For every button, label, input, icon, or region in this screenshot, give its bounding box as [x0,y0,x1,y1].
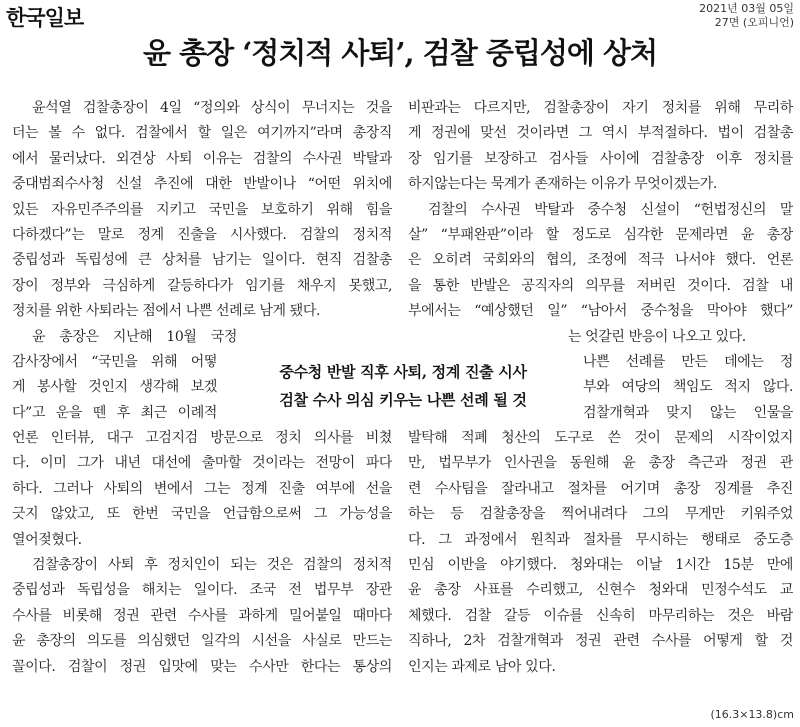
text-line: 있든 자유민주주의를 지키고 국민을 보호하기 위해 힘을 [12,201,392,218]
text-line: 는 엇갈린 반응이 나오고 있다. [568,328,746,345]
text-line: 긋지 않았고, 또 한번 국민을 언급함으로써 그 가능성을 [12,506,392,523]
text-line: 열어젖혔다. [12,531,82,548]
text-line: 꼴이다. 검찰이 정권 입맛에 맞는 수사만 한다는 통상의 [12,658,392,675]
article-size-note: (16.3×13.8)cm [710,708,794,721]
text-line: 다”고 운을 뗀 후 최근 이례적 [12,404,217,421]
text-line: 민심 이반을 야기했다. 청와대는 이날 1시간 15분 만에 [408,557,793,574]
text-line: 련 수사팀을 잘라내고 절차를 어기며 총장 징계를 추진 [408,480,793,497]
text-line: 장 임기를 보장하고 검사들 사이에 검찰총장 이후 정치를 [408,150,793,167]
text-line: 윤 총장은 지난해 10월 국정 [32,328,237,345]
pull-quote-line: 검찰 수사 의심 키우는 나쁜 선례 될 것 [279,391,527,409]
text-line: 살” “부패완판”이라 할 정도로 심각한 문제라면 윤 총장 [408,226,793,243]
masthead-logo: 한국일보 [6,6,84,30]
text-line: 인지는 과제로 남아 있다. [408,658,556,675]
text-line: 윤 총장의 의도를 의심했던 일각의 시선을 사실로 만드는 [12,633,392,650]
text-line: 감사장에서 “국민을 위해 어떻 [12,353,217,370]
text-line: 만, 법무부가 인사권을 동원해 윤 총장 측근과 정권 관 [408,455,793,472]
text-line: 중립성과 독립성을 해치는 일이다. 조국 전 법무부 장관 [12,582,392,599]
text-line: 장이 정부와 극심하게 갈등하다가 임기를 채우지 못했고, [12,277,392,294]
text-line: 에서 물러났다. 외견상 사퇴 이유는 검찰의 수사권 박탈과 [12,150,392,167]
text-line: 부에서는 “예상했던 일” “남아서 중수청을 막아야 했다” [408,303,793,320]
text-line: 하다. 그러나 사퇴의 변에서 그는 정계 진출 여부에 선을 [12,480,392,497]
text-line: 다. 이미 그가 내년 대선에 출마할 것이라는 전망이 파다 [12,455,392,472]
publication-date: 2021년 03월 05일 [699,2,794,15]
text-line: 윤 총장 사표를 수리했고, 신현수 청와대 민정수석도 교 [408,582,793,599]
text-line: 중대범죄수사청 신설 추진에 대한 반발이나 “어떤 위치에 [12,176,392,193]
text-line: 중립성과 독립성에 큰 상처를 남기는 일이다. 현직 검찰총 [12,252,392,269]
publication-info [699,2,794,30]
text-line: 은 오히려 국회와의 협의, 조정에 적극 나서야 했다. 언론 [408,252,793,269]
page-section: 27면 (오피니언) [714,16,794,29]
text-line: 윤석열 검찰총장이 4일 “정의와 상식이 무너지는 것을 [32,100,392,116]
text-line: 수사를 비롯해 정권 관련 수사를 과하게 밀어붙일 때마다 [12,607,392,624]
text-line: 하지않는다는 묵계가 존재하는 이유가 무엇이겠는가. [408,176,717,193]
text-line: 발탁해 적폐 청산의 도구로 쓴 것이 문제의 시작이었지 [408,430,793,447]
text-line: 을 통한 반발은 공직자의 의무를 저버린 것이다. 검찰 내 [408,277,793,294]
text-line: 정치를 위한 사퇴라는 점에서 나쁜 선례로 남게 됐다. [12,303,321,320]
text-line: 언론 인터뷰, 대구 고검지검 방문으로 정치 의사를 비쳤 [12,430,392,447]
article-headline: 윤 총장 ‘정치적 사퇴’, 검찰 중립성에 상처 [142,36,658,70]
text-line: 다. 그 과정에서 원칙과 절차를 무시하는 행태로 중도층 [408,531,793,548]
text-line: 부와 여당의 책임도 적지 않다. [583,379,793,396]
text-line: 게 봉사할 것인지 생각해 보겠 [12,379,217,396]
text-line: 하는 등 검찰총장을 찍어내려다 그의 무게만 키워주었 [408,506,793,523]
text-line: 게 정권에 맞선 것이라면 그 역시 부적절하다. 법이 검찰총 [408,125,793,142]
text-line: 직하나, 2차 검찰개혁과 정권 관련 수사를 어떻게 할 것 [408,633,793,650]
text-line: 더는 볼 수 없다. 검찰에서 할 일은 여기까지”라며 총장직 [12,125,392,142]
text-line: 검찰의 수사권 박탈과 중수청 신설이 “헌법정신의 말 [428,201,793,218]
text-line: 검찰개혁과 맞지 않는 인물을 [583,404,793,421]
text-line: 다하겠다”는 말로 정계 진출을 시사했다. 검찰의 정치적 [12,226,392,243]
text-line: 검찰총장이 사퇴 후 정치인이 되는 것은 검찰의 정치적 [32,557,392,574]
pull-quote [224,358,582,414]
text-line: 비판과는 다르지만, 검찰총장이 자기 정치를 위해 무리하 [408,100,793,116]
text-line: 나쁜 선례를 만든 데에는 정 [583,353,793,370]
pull-quote-line: 중수청 반발 직후 사퇴, 정계 진출 시사 [279,363,527,381]
text-line: 체했다. 검찰 갈등 이슈를 신속히 마무리하는 것은 바람 [408,607,793,624]
